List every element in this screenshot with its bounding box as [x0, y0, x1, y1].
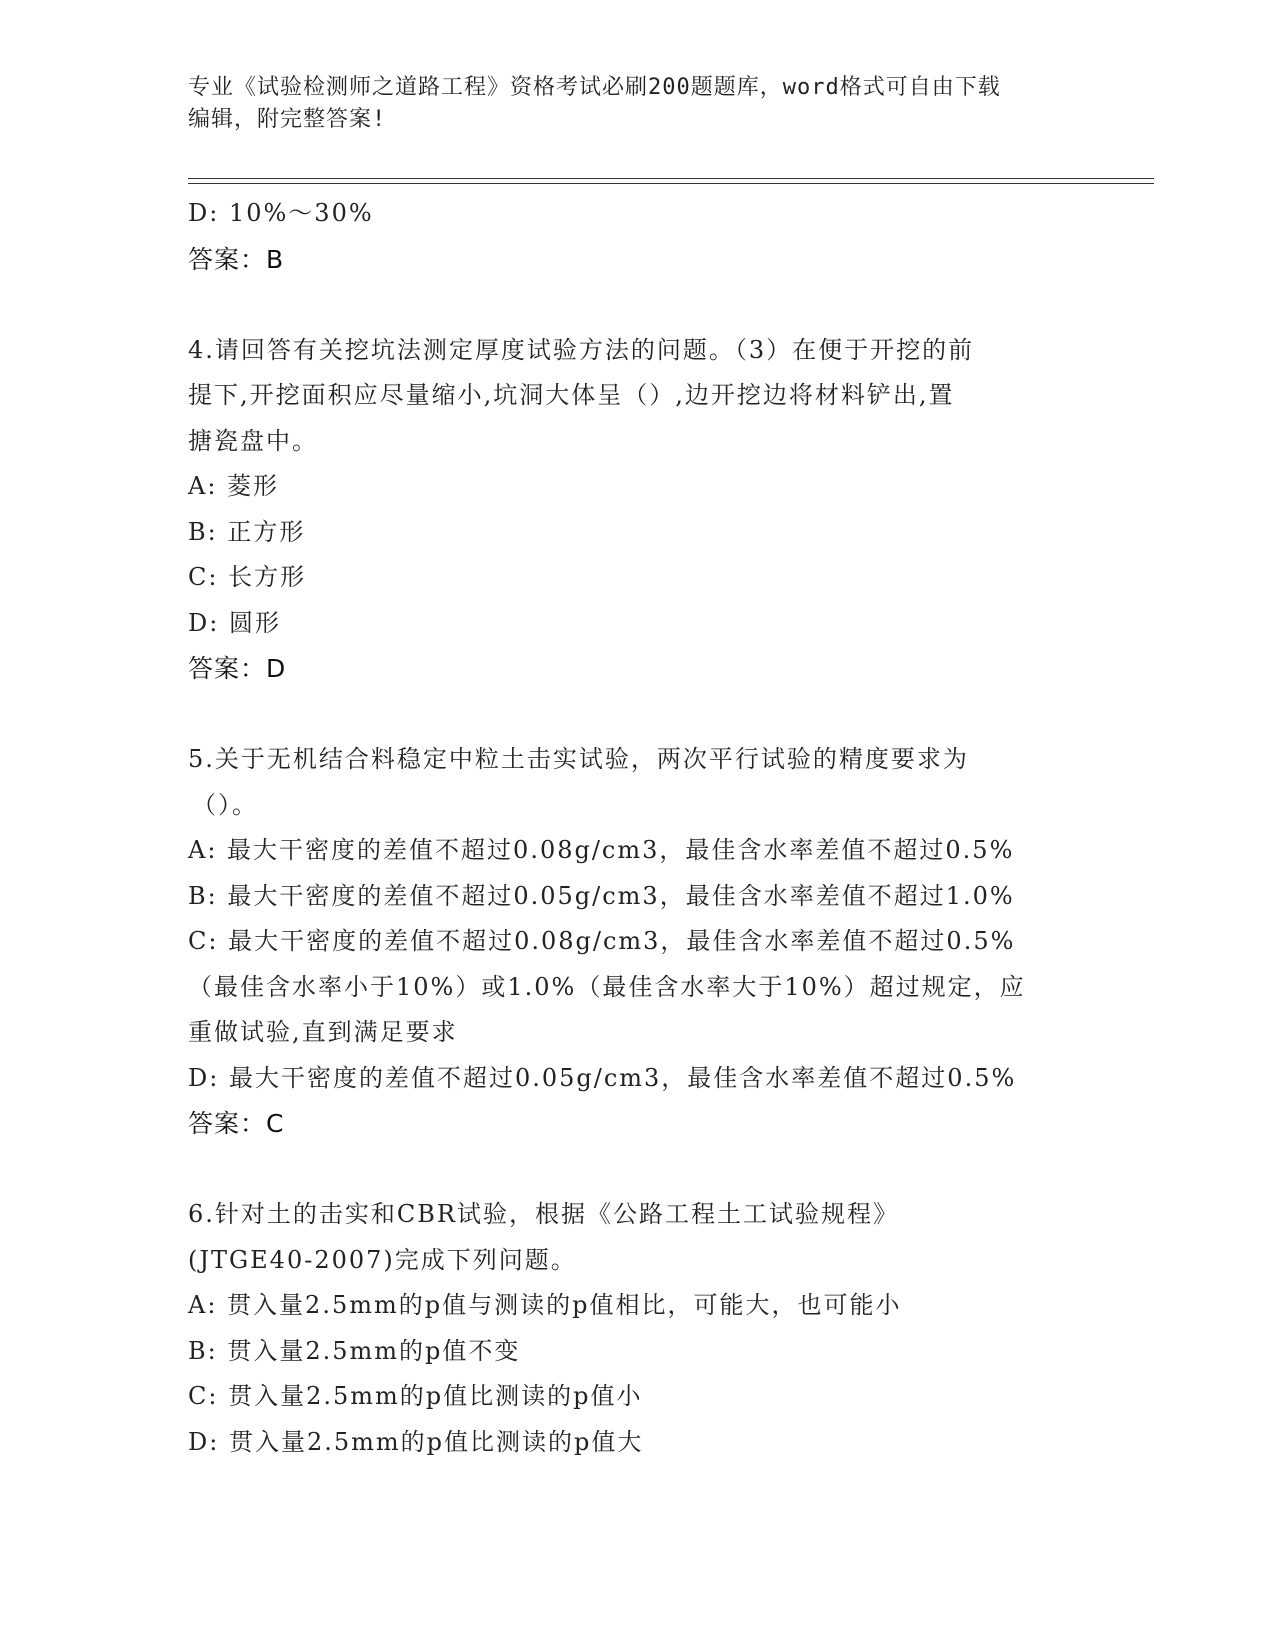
q6-option-d: D: 贯入量2.5mm的p值比测读的p值大 [188, 1427, 644, 1456]
page-header [188, 72, 1088, 136]
q5-option-b: B: 最大干密度的差值不超过0.05g/cm3，最佳含水率差值不超过1.0% [188, 881, 1015, 910]
q5-stem-line-2: （）。 [192, 790, 258, 819]
q4-stem-line-1: 4.请回答有关挖坑法测定厚度试验方法的问题。（3）在便于开挖的前 [188, 335, 975, 364]
spacer [188, 692, 1088, 738]
q6-stem-line-2: (JTGE40-2007)完成下列问题。 [188, 1245, 577, 1274]
q6-option-c: C: 贯入量2.5mm的p值比测读的p值小 [188, 1382, 643, 1410]
q4-option-d: D: 圆形 [188, 608, 281, 637]
q4-answer: 答案：D [188, 654, 287, 683]
q3-answer: 答案：B [188, 244, 285, 274]
q4-option-a: A: 菱形 [188, 472, 280, 500]
q6-stem-line-1: 6.针对土的击实和CBR试验，根据《公路工程土工试验规程》 [188, 1200, 899, 1228]
header-divider-top [188, 178, 1154, 179]
question-3-tail [188, 191, 1088, 282]
spacer [188, 1147, 1088, 1193]
question-5 [188, 737, 1088, 1147]
q6-option-b: B: 贯入量2.5mm的p值不变 [188, 1336, 521, 1365]
q5-option-d: D: 最大干密度的差值不超过0.05g/cm3，最佳含水率差值不超过0.5% [188, 1063, 1017, 1092]
q6-option-a: A: 贯入量2.5mm的p值与测读的p值相比，可能大，也可能小 [188, 1291, 902, 1319]
spacer [188, 282, 1088, 328]
q5-answer: 答案：C [188, 1109, 285, 1138]
header-divider-bottom [188, 183, 1154, 184]
q4-option-c: C: 长方形 [188, 563, 307, 591]
q4-stem-line-2: 提下,开挖面积应尽量缩小,坑洞大体呈（）,边开挖边将材料铲出,置 [188, 381, 955, 409]
q5-option-c-line-1: C: 最大干密度的差值不超过0.08g/cm3，最佳含水率差值不超过0.5% [188, 927, 1016, 955]
question-6 [188, 1192, 1088, 1465]
q3-option-d: D: 10%～30% [188, 199, 374, 227]
question-4 [188, 328, 1088, 692]
q4-option-b: B: 正方形 [188, 517, 306, 546]
q5-option-a: A: 最大干密度的差值不超过0.08g/cm3，最佳含水率差值不超过0.5% [188, 836, 1015, 864]
q5-stem-line-1: 5.关于无机结合料稳定中粒土击实试验，两次平行试验的精度要求为 [188, 745, 969, 773]
header-line-1: 专业《试验检测师之道路工程》资格考试必刷200题题库，word格式可自由下载 [188, 75, 1001, 100]
q4-stem-line-3: 搪瓷盘中。 [188, 426, 318, 455]
question-list [188, 191, 1088, 1465]
header-line-2: 编辑，附完整答案! [188, 107, 387, 132]
q5-option-c-line-3: 重做试验,直到满足要求 [188, 1018, 458, 1046]
q5-option-c-line-2: （最佳含水率小于10%）或1.0%（最佳含水率大于10%）超过规定，应 [188, 972, 1026, 1001]
